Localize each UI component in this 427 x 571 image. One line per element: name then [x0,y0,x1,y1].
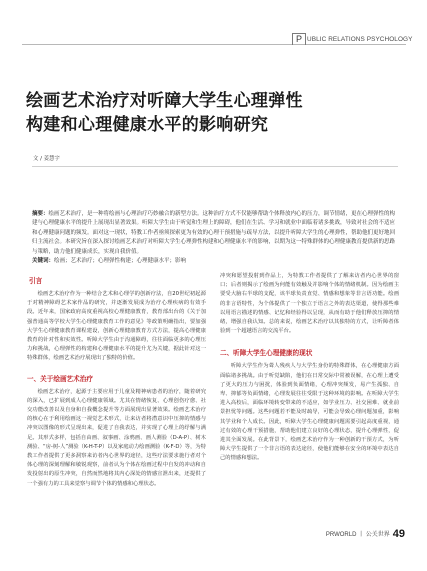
section-1-paragraph: 绘画艺术治疗，起源于主要应用于儿童及精神病患者的治疗，随着研究的深入，已扩展到成人心理健康领域。尤其在情绪恢复、心理创伤疗愈、社交功能改善以及自身和自我概念提升等方面展现出显著效果。绘画艺术治疗的核心在于利用绘画这一视觉艺术形式，让来访者将潜意识中压抑的情感与冲突以图像的形式呈现出来，促进了自我表达，并实现了心理上的纾解与满足。其形式多样，包括自由画、叙事画、涂鸦画、画人测验（D-A-P）、树木测验、“房-树-人”测验（K-H-T-P）以及家庭动力绘画测验（K-F-D）等，为特教工作者提供了更多洞察来访者内心世界的途径，这些疗法要求施行者对个体心理的深刻理解和敏锐观察，前者认为个体在绘画过程中自发的冲动和自发投射出的原生冲突，自然而然地将其内心深处的情感宣泄出来，还提供了一个强有力的工具来觉察与调节个体的情感和心理状态。 [27,388,206,487]
header-rule [22,44,406,45]
intro-paragraph: 绘画艺术治疗作为一种结合艺术和心理学的创新疗法，自20世纪初起源于对精神障碍艺术家作品的研究，并逐渐发展成为治疗心理疾病的有效手段。近年来，国家政府高度重视高校心理健康教育，教育部出台的《关于加强普通高等学校大学生心理健康教育工作的意见》等政策明确指出，要加强大学生心理健康教育课程建设，创新心理健康教育方式方法，提高心理健康教育的针对性和实效性。听障大学生由于沟通障碍，往往面临更多的心理压力和挑战，心理弹性的构建和心理健康水平的提升尤为关键，据此针对这一特殊群体，绘画艺术治疗展现出了独特的价值。 [27,291,206,362]
intro-heading: 引言 [29,277,43,285]
section-name: UBLIC RELATIONS PSYCHOLOGY [307,36,413,43]
abstract-paragraph [32,210,398,257]
abstract-divider [32,166,398,167]
keywords-paragraph [32,257,398,266]
abstract-label: 摘要： [32,211,49,217]
keywords-text: 绘画；艺术治疗；心理弹性构建；心理健康水平；影响 [54,258,187,265]
page-number: 49 [392,528,405,540]
journal-name: PRWORLD 丨 公关世界 [325,532,390,538]
abstract-text: 绘画艺术治疗，是一种将绘画与心理治疗巧妙融合的新型方法。这种治疗方式不仅能够帮助个体释放内心的压力，调节情绪，更在心理弹性的构建与心理健康水平的提升上展现出显著效果。听障大学生由于听觉和生理上的障碍，他们在生活、学习和就业中面临着诸多挑战，导致对社会的不适应和心理健康问题的频发。面对这一现状，特教工作者亟须探索更为有效的心理干预措施与疏导方法，以提升听障大学生的心理弹性，帮助他们更好地回归主流社会。本研究旨在深入探讨绘画艺术治疗对听障大学生心理弹性构建和心理健康水平的影响，以期为这一特殊群体的心理健康教育提供新的思路与策略，助力他们健康成长，实现自我价值。 [32,211,396,255]
article-title-line-1: 绘画艺术治疗对听障大学生心理弹性 [26,91,303,111]
section-1-heading: 一、关于绘画艺术治疗 [27,374,93,383]
section-2-heading: 二、听障大学生心理健康的现状 [220,349,313,358]
keywords-label: 关键词： [32,258,55,265]
page-footer [326,528,405,540]
left-column [27,272,206,489]
article-author: 文 / 姜慧宇 [33,156,60,162]
section-2-paragraph: 听障大学生作为聋人残疾人与大学生身份的特殊群体，在心理健康方面面临诸多挑战。由于听觉缺陷，他们在日常交际中常被误解，在心理上遭受了更大的压力与困扰，体验到负面情绪，心理冲突频发，易产生孤独、自卑、抑郁等负面情绪，心理发展往往受限于这种环境的影响。在听障大学生进入高校后，面临环境转变带来的不适应，如学业压力、社交困难、就业前景担忧等问题。这些问题若不能及时疏导，可能会导致心理问题加重，影响其学业和个人成长。因此，听障大学生心理健康问题需要引起高度重视，通过有效的心理干预措施，帮助他们建立良好的心理状态，提升心理弹性，促进其全面发展。在此背景下，绘画艺术治疗作为一种创新的干预方式，为听障大学生提供了一个非言语的表达途径，使他们能够在安全的环境中表达自己的情感和想法。 [220,363,399,462]
right-column [220,272,399,464]
article-title-line-2: 构建和心理健康水平的影响研究 [26,115,269,135]
continued-paragraph: 冲突和愿望投射到作品上，为特教工作者提供了了解来访者内心世界的窗口；后者则揭示了绘画为何能有效触及并影响个体的情绪机制。因为绘画主要受大脑右半球的支配，该半球负责直觉、情感和想象等非言语功能。绘画的非言语特性，为个体提供了一个独立于语言之外的表达渠道，使得那些难以用语言描述的情感、记忆和经验得以呈现，从而有助于他们释放压抑的情绪，增强自我认知。总的来说，绘画艺术治疗以其独特的方式，让听障者体验到一个超越语言的交流平台。 [220,273,399,335]
abstract-block [32,210,398,266]
section-initial-box: P [292,33,306,45]
